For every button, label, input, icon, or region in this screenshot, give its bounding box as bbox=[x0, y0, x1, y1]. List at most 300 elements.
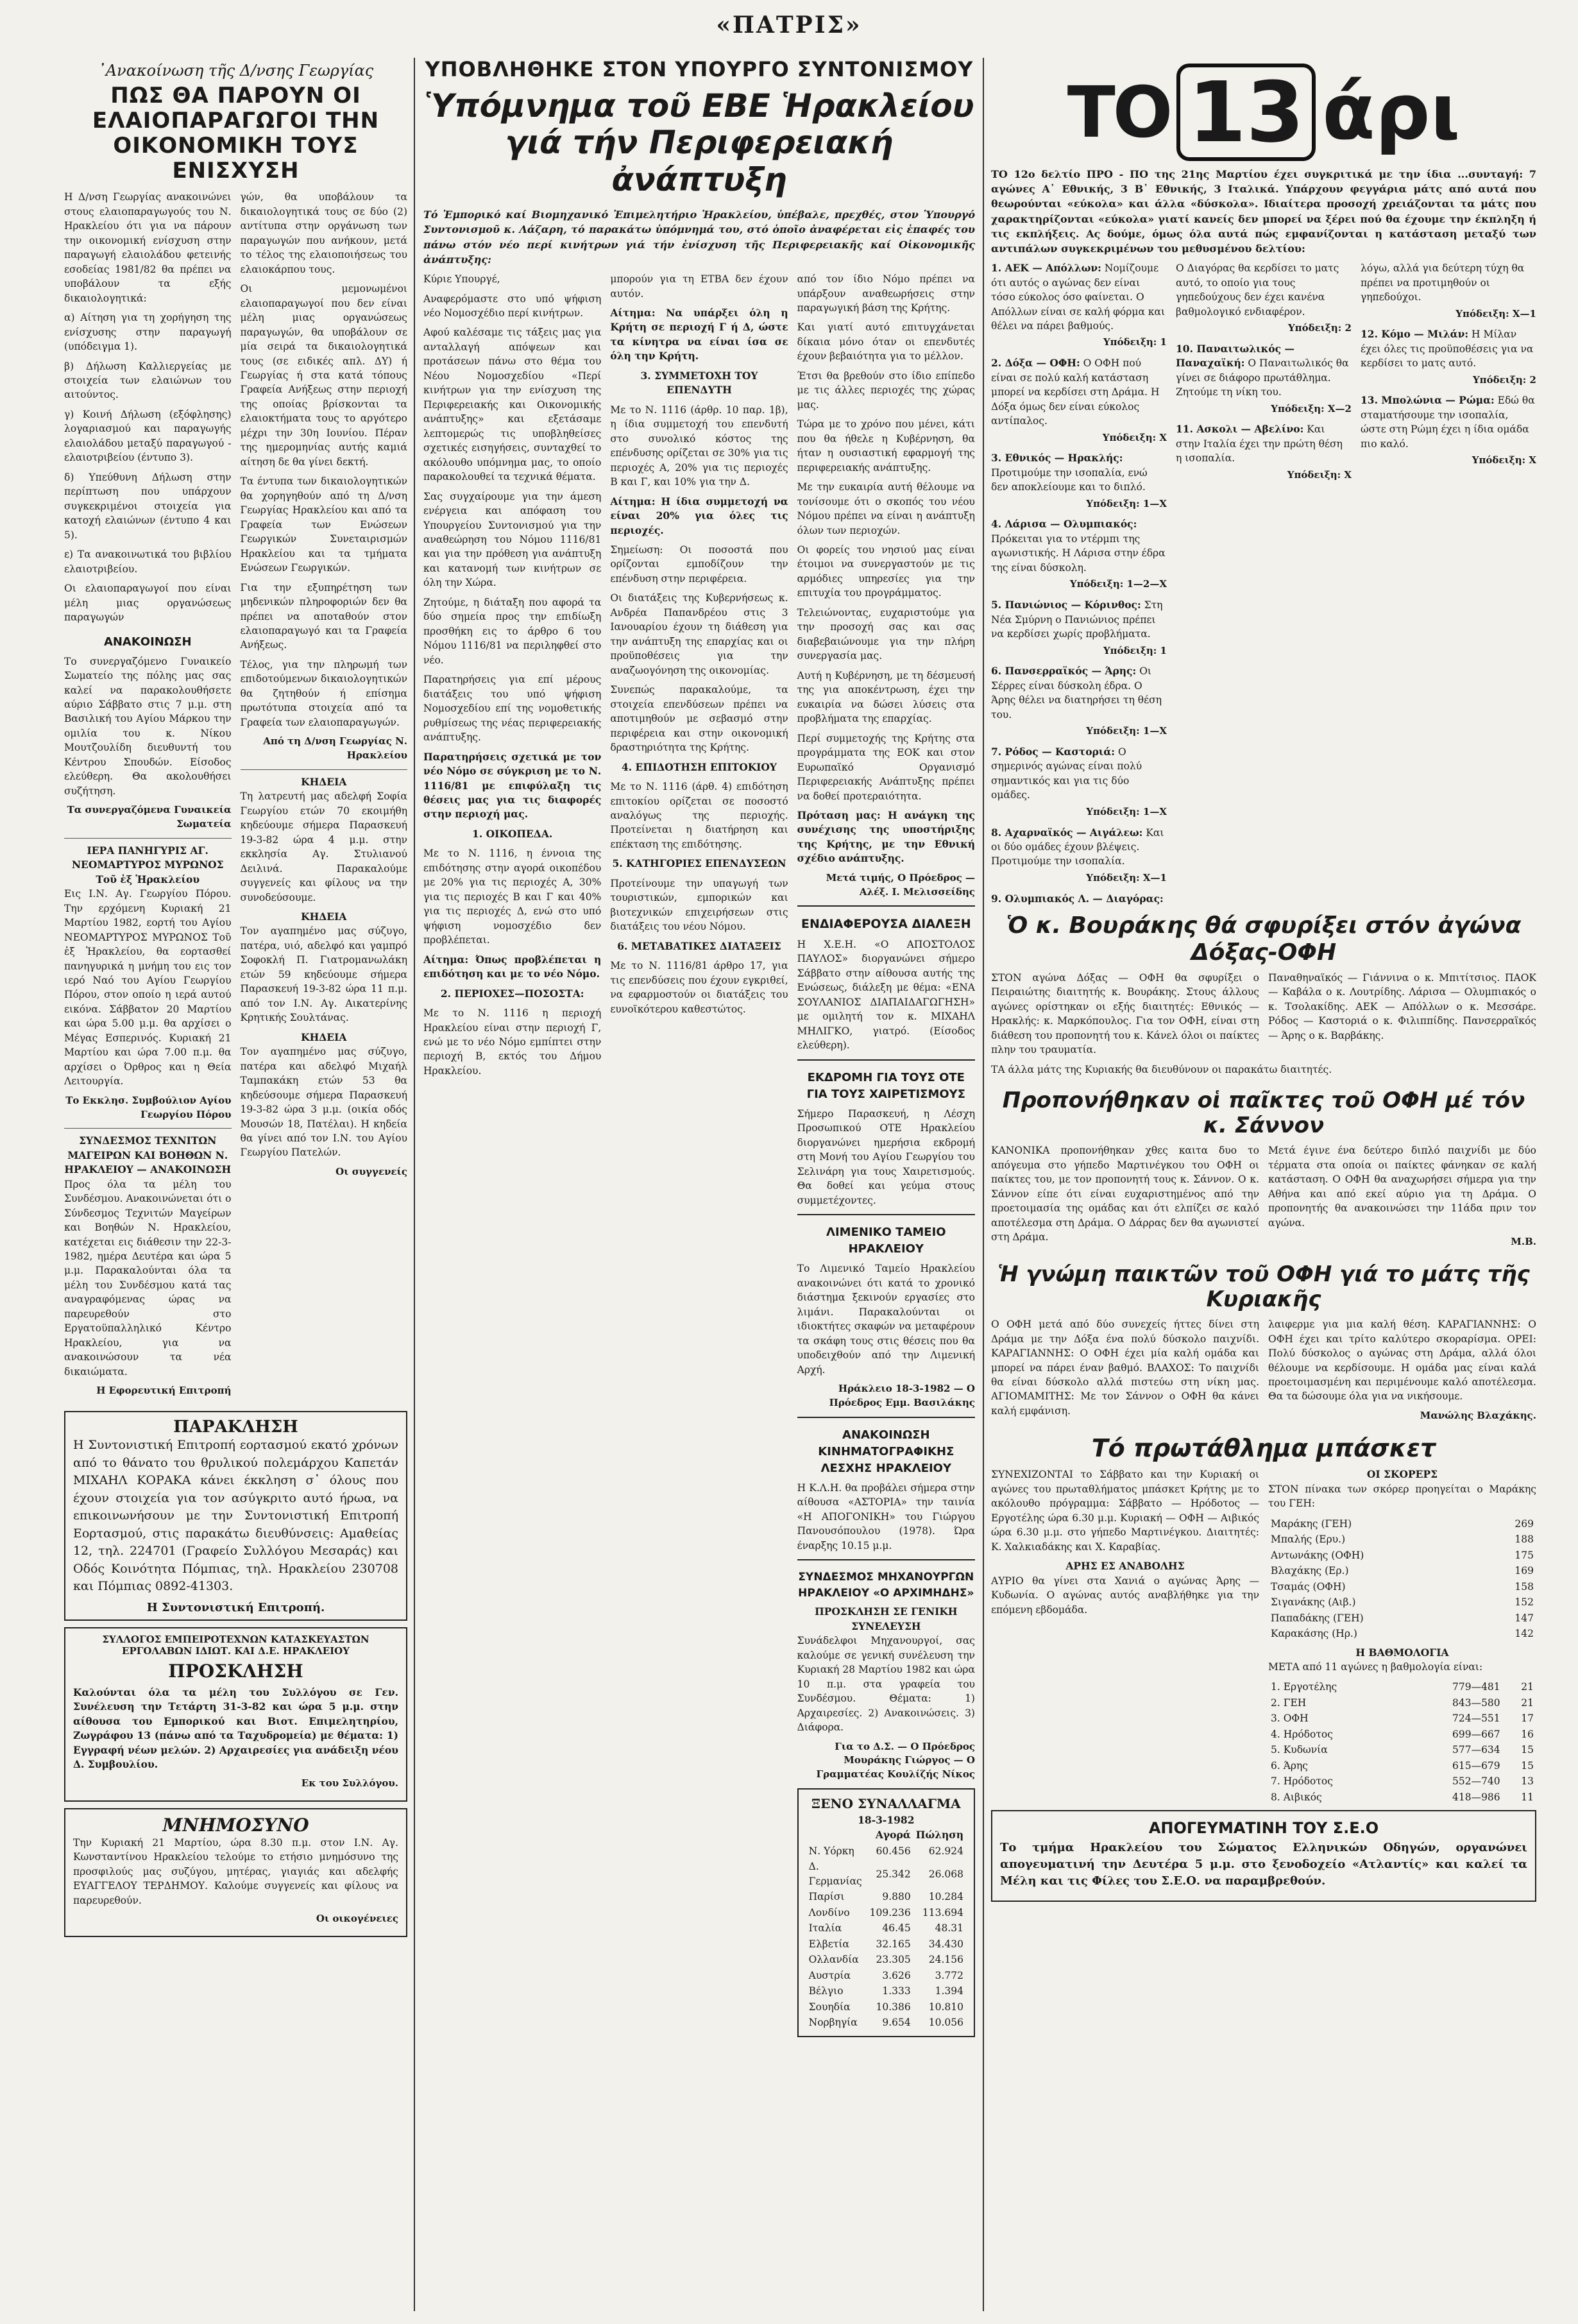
fx-row bbox=[806, 1905, 966, 1920]
column-divider bbox=[983, 58, 984, 2311]
announcement-signature: Τα συνεργαζόμενα Γυναικεία Σωματεία bbox=[67, 804, 232, 830]
fx-row bbox=[806, 1936, 966, 1952]
match-item bbox=[1176, 342, 1352, 416]
limeniko-body: Το Λιμενικό Ταμείο Ηρακλείου ανακοινώνει ότι κατά το χρονικό διάστημα ξεκινούν εργασίες στο λιμάνι. Παρακαλούνται οι ιδιοκτήτες σκαφών να μεταφέρουν τα σκάφη τους στις θέσεις που θα υποδειχθούν από την Λιμενική Αρχή. bbox=[797, 1263, 975, 1376]
paragraph: Σημείωση: Οι ποσοστά που ορίζονται εμποδίζουν την επένδυση στην περιφέρεια. bbox=[610, 544, 788, 585]
left-column bbox=[64, 58, 407, 2311]
paragraph: α) Αίτηση για τη χορήγηση της ενίσχυσης στην παραγωγή (υπόδειγμα 1). bbox=[64, 312, 232, 353]
paragraph: Μετά έγινε ένα δεύτερο διπλό παιχνίδι με δύο τέρματα στα οποία οι παίκτες φάνηκαν σε καλή κατάσταση. Ο ΟΦΗ θα αναχωρήσει σήμερα για την Αθήνα και από εκεί αύριο για τη Δράμα. Ο προπονητής θα ανακοινώσει την 11άδα πριν τον αγώνα. bbox=[1268, 1145, 1536, 1229]
basket-body bbox=[991, 1467, 1536, 1805]
basket-headline: Τό πρωτάθλημα μπάσκετ bbox=[1091, 1433, 1436, 1462]
scorers-table bbox=[1268, 1516, 1536, 1642]
paragraph: δ) Υπεύθυνη Δήλωση στην περίπτωση που υπάρχουν συγκεκριμένοι στοιχεία για κατοχή ελαιώνων (έντυπο 4 και 5). bbox=[64, 471, 232, 541]
match-tip: Υπόδειξη: Χ—1 bbox=[1455, 307, 1536, 320]
standings-row bbox=[1268, 1695, 1536, 1711]
scorer-points: 152 bbox=[1514, 1596, 1534, 1609]
scorer-name: Παπαδάκης (ΓΕΗ) bbox=[1271, 1612, 1364, 1624]
syndesmos-signature: Η Εφορευτική Επιτροπή bbox=[96, 1385, 232, 1397]
paragraph: Αίτημα: Όπως προβλέπεται η επιδότηση και με το νέο Νόμο. bbox=[423, 953, 602, 980]
announcement-body: Το συνεργαζόμενο Γυναικείο Σωματείο της πόλης μας σας καλεί να παρακολουθήσετε αύριο Σάββατο στις 7 μ.μ. στη Βασιλική του Αγίου Μάρκου την ομιλία του κ. Νίκου Μουτζουλίδη διευθυντή του Κέντρου Σπουδών. Είσοδος ελεύθερη. Θα ακολουθήσει συζήτηση. bbox=[64, 655, 232, 797]
article-lede: Τό Ἐμπορικό καί Βιομηχανικό Ἐπιμελητήριο Ἡρακλείου, ὑπέβαλε, πρεχθές, στον Ὑπουργό Συντονισμοῦ κ. Λάζαρη, τό παρακάτω ὑπόμνημά του, στό ὁποῖο ἀναφέρεται εἰς ἐπαφές του πάνω στόν νέο περί κινήτρων γιά τήν ἐνίσχυση τῆς Περιφερειακῆς καί Οἰκονομικῆς ἀνάπτυξης: bbox=[423, 209, 975, 266]
vourakis-headline: Ὁ κ. Βουράκης θά σφυρίξει στόν ἀγώνα Δόξας-ΟΦΗ bbox=[1006, 912, 1522, 966]
sannon-headline: Προπονήθηκαν οἱ παῖκτες τοῦ ΟΦΗ μέ τόν κ. Σάννον bbox=[1002, 1088, 1525, 1139]
points: 16 bbox=[1521, 1728, 1534, 1740]
paragraph: Οι ελαιοπαραγωγοί που είναι μέλη μιας οργανώσεως παραγωγών bbox=[64, 583, 232, 624]
points: 15 bbox=[1521, 1759, 1534, 1772]
paragraph: Αφού καλέσαμε τις τάξεις μας για ανταλλαγή απόψεων και προτάσεων πάνω στο θέμα του Νέου Νομοσχεδίου «Περί κινήτρων για την ενίσχυση της Περιφερειακής και Οικονομικής ανάπτυξης» και εξετάσαμε λεπτομερώς τις υποβληθείσες σχετικές εισηγήσεις, συνταχθεί το ακόλουθο υπόμνημα μας, το οποίο παρακολουθεί τα τεχνικά θέματα. bbox=[423, 327, 602, 483]
synd-title: ΣΥΝΔΕΣΜΟΣ ΜΗΧΑΝΟΥΡΓΩΝ ΗΡΑΚΛΕΙΟΥ «Ο ΑΡΧΙΜΗΔΗΣ» bbox=[798, 1571, 974, 1600]
paragraph: Έτσι θα βρεθούν στο ίδιο επίπεδο με τις άλλες περιοχές της χώρας μας. bbox=[797, 370, 975, 411]
scorer-points: 142 bbox=[1514, 1628, 1534, 1640]
fx-row bbox=[806, 2015, 966, 2030]
paragraph: Με το Ν. 1116 η περιοχή Ηρακλείου είναι στην περιοχή Γ, ενώ με το νέο Νόμο εμπίπτει στην περιοχή Β, εκτός του Δήμου Ηρακλείου. bbox=[423, 1007, 602, 1077]
fx-row bbox=[806, 1983, 966, 1999]
gnomi-headline: Ἡ γνώμη παικτῶν τοῦ ΟΦΗ γιά το μάτς τῆς Κυριακῆς bbox=[997, 1261, 1530, 1313]
scorer-row bbox=[1268, 1611, 1536, 1626]
logo-text-to: ΤΟ bbox=[1067, 71, 1171, 153]
team: 7. Ηρόδοτος bbox=[1271, 1775, 1333, 1788]
match-item bbox=[991, 451, 1167, 511]
fx-sell: 10.810 bbox=[928, 2001, 963, 2013]
panigyris-signature: Το Εκκλησ. Συμβούλιον Αγίου Γεωργίου Πόρου bbox=[65, 1094, 232, 1120]
match-tip: Υπόδειξη: 1—Χ bbox=[1086, 497, 1167, 509]
team: 2. ΓΕΗ bbox=[1271, 1696, 1307, 1709]
gnomi-signature: Μανώλης Βλαχάκης. bbox=[1420, 1409, 1536, 1421]
match-item bbox=[991, 664, 1167, 739]
fx-box bbox=[797, 1788, 975, 2037]
fx-sell: 34.430 bbox=[928, 1938, 963, 1950]
endiaf-body: Η Χ.Ε.Η. «Ο ΑΠΟΣΤΟΛΟΣ ΠΑΥΛΟΣ» διοργανώνει σήμερο Σάββατο στην αίθουσα αυτής της Ενώσεως, διάλεξη με θέμα: «ΕΝΑ ΣΟΥΛΑΝΙΟΣ ΔΙΑΠΑΙΔΑΓΩΓΗΣΗ» με ομιλητή τον κ. ΜΙΧΑΗΛ ΜΗΛΙΓΚΟ, γιατρό. (Είσοδος ελεύθερη). bbox=[797, 938, 975, 1052]
match-teams: 12. Κόμο — Μιλάν: bbox=[1361, 328, 1469, 341]
paragraph: ΤΑ άλλα μάτς της Κυριακής θα διευθύνουν οι παρακάτω διαιτητές. bbox=[991, 1063, 1332, 1075]
score-diff: 699—667 bbox=[1452, 1728, 1500, 1740]
paragraph: Με το Ν. 1116 (άρθρ. 10 παρ. 1β), η ίδια συμμετοχή του επενδυτή στο συνολικό κόστος της επένδυσης ορίζεται σε 30% για τις περιοχές Α, 20% για τις περιοχές Β και Γ, και 10% για την Δ. bbox=[610, 404, 788, 488]
prosklisi-box bbox=[64, 1627, 407, 1802]
paragraph: Με το Ν. 1116/81 άρθρο 17, για τις επενδύσεις που έχουν εγκριθεί, να εφαρμοστούν οι διατάξεις του ευνοϊκότερου καθεστώτος. bbox=[610, 960, 788, 1015]
match-comment: Ο ΟΦΗ πού είναι σε πολύ καλή κατάσταση μπορεί να κερδίσει στη Δράμα. Η Δόξα όμως δεν είναι εύκολος αντίπαλος. bbox=[991, 357, 1160, 427]
seo-body: Το τμήμα Ηρακλείου του Σώματος Ελληνικών Οδηγών, οργανώνει απογευματινή την Δευτέρα 5 μ.μ. στο ξενοδοχείο «Ατλαντίς» και καλεί τα Μέλη και τις Φίλες του Σ.Ε.Ο. να παραμβρεθούν. bbox=[1000, 1841, 1527, 1888]
paragraph: Οι φορείς του νησιού μας είναι έτοιμοι να συνεργαστούν με τις αρμόδιες υπηρεσίες για την επιτυχία του προγράμματος. bbox=[797, 544, 975, 599]
prosklisi-signature: Εκ του Συλλόγου. bbox=[301, 1777, 398, 1789]
match-tip: Υπόδειξη: Χ—1 bbox=[1086, 871, 1167, 884]
paraklisi-signature: Η Συντονιστική Επιτροπή. bbox=[146, 1600, 325, 1614]
standings-row bbox=[1268, 1727, 1536, 1742]
match-teams: 8. Αχαρναϊκός — Αιγάλεω: bbox=[991, 826, 1143, 839]
article-body bbox=[423, 272, 975, 2043]
section-heading: 5. ΚΑΤΗΓΟΡΙΕΣ ΕΠΕΝΔΥΣΕΩΝ bbox=[612, 857, 786, 870]
fx-currency: Ν. Υόρκη bbox=[808, 1845, 854, 1857]
fx-currency: Αυστρία bbox=[808, 1969, 851, 1981]
paragraph: Ο ΟΦΗ μετά από δύο συνεχείς ήττες δίνει στη Δράμα με την Δόξα ένα πολύ δύσκολο παιχνίδι. ΚΑΡΑΓΙΑΝΝΗΣ: Ο ΟΦΗ έχει μία καλή ομάδα και μπορεί να πάρει έναν βαθμό. ΒΛΑΧΟΣ: Το παιχνίδι θα είναι δύσκολο αλλά πιστεύω στη νίκη μας. ΑΓΙΟΜΑΜΙΤΗΣ: Με τον Σάννον ο ΟΦΗ θα κάνει καλή εμφάνιση. bbox=[991, 1319, 1259, 1417]
match-item bbox=[1176, 422, 1352, 482]
fx-currency: Ιταλία bbox=[808, 1922, 842, 1935]
kinim-body: Η Κ.Λ.Η. θα προβάλει σήμερα στην αίθουσα «ΑΣΤΟΡΙΑ» την ταινία «Η ΑΠΟΓΟΝΙΚΗ» του Γιώργου Πανουσόπουλου (1978). Ώρα έναρξης 10.15 μ.μ. bbox=[797, 1482, 975, 1551]
score-diff: 615—679 bbox=[1452, 1759, 1500, 1772]
match-teams: 3. Εθνικός — Ηρακλής: bbox=[991, 452, 1123, 465]
points: 21 bbox=[1521, 1696, 1534, 1709]
sannon-body bbox=[991, 1143, 1536, 1256]
fx-currency: Ολλανδία bbox=[808, 1954, 859, 1966]
obituary-body: Τον αγαπημένο μας σύζυγο, πατέρα και αδελφό Μιχαήλ Ταμπακάκη ετών 53 θα κηδεύσουμε σήμερα Παρασκευή 19-3-82 ώρα 3 μ.μ. (οικία οδός Μουσών 18, Πατέλαι). Η κηδεία θα γίνει από τον Ι.Ν. του Αγίου Γεωργίου Πατελών. bbox=[240, 1046, 407, 1159]
syndesmos-title: ΣΥΝΔΕΣΜΟΣ ΤΕΧΝΙΤΩΝ ΜΑΓΕΙΡΩΝ ΚΑΙ ΒΟΗΘΩΝ Ν. ΗΡΑΚΛΕΙΟΥ — ΑΝΑΚΟΙΝΩΣΗ bbox=[64, 1134, 232, 1176]
paragraph: Αυτή η Κυβέρνηση, με τη δέσμευσή της για αποκέντρωση, έχει την ευκαιρία να δώσει λύσεις στα προβλήματα της επαρχίας. bbox=[797, 669, 975, 725]
match-item bbox=[991, 598, 1167, 658]
paragraph: ΣΤΟΝ αγώνα Δόξας — ΟΦΗ θα σφυρίξει ο Πειραιώτης διαιτητής κ. Βουράκης. Στους άλλους αγώνες ορίστηκαν οι εξής διαιτητές: Εθνικός — Ηρακλής: κ. Μαρκόπουλος. Για τον ΟΦΗ, είναι στη διάθεση του προπονητή του κ. Κάνελ όλοι οι παίκτες πλην του τραυματία. bbox=[991, 971, 1259, 1056]
logo-text-ari: άρι bbox=[1322, 67, 1461, 157]
fx-buy: 32.165 bbox=[876, 1938, 911, 1950]
paragraph: ΚΑΝΟΝΙΚΑ προπονήθηκαν χθες καιτα δυο το απόγευμα στο γήπεδο Μαρτινέγκου του ΟΦΗ οι παίκτες του, με τον προπονητή τους κ. Σάννον. Ο κ. Σάννον είπε ότι είναι ευχαριστημένος από την προετοιμασία της ομάδας και ότι ελπίζει σε καλό αποτέλεσμα στη Δράμα. Ο Δάρρας δεν θα αγωνιστεί στη Δράμα. bbox=[991, 1145, 1259, 1243]
match-teams: 10. Παναιτωλικός — Παναχαϊκή: bbox=[1176, 342, 1294, 370]
points: 13 bbox=[1521, 1775, 1534, 1788]
team: 6. Άρης bbox=[1271, 1759, 1308, 1772]
fx-buy: 10.386 bbox=[876, 2001, 911, 2013]
paragraph: Οι μεμονωμένοι ελαιοπαραγωγοί που δεν είναι μέλη μιας οργανώσεως παραγωγών, θα υποβάλουν σε μία σειρά τα δικαιολογητικά τους (σε ειδικές απλ. ΔΥ) ή Γεωργίας ή στα κατά τόπους Γραφεία Ανήξεως στην περιοχή της οποίας βρίσκονται τα ελαιοκτήματα τους το αργότερο μέχρι την 30η Ιουνίου. Πέραν της ημερομηνίας αυτής καμιά αίτηση δε θα γίνει δεκτή. bbox=[240, 283, 407, 468]
match-teams: 13. Μπολώνια — Ρώμα: bbox=[1361, 394, 1495, 407]
match-tip: Υπόδειξη: Χ bbox=[1287, 468, 1352, 481]
match-comment: Ο Διαγόρας θα κερδίσει το ματς αυτό, το οποίο για τους γηπεδούχους δεν έχει κανένα βαθμολογικό ενδιαφέρον. bbox=[1176, 262, 1339, 318]
match-tip: Υπόδειξη: Χ bbox=[1472, 454, 1536, 466]
fx-sell: 10.284 bbox=[928, 1891, 963, 1903]
fx-currency: Νορβηγία bbox=[808, 2017, 858, 2029]
section-heading: 4. ΕΠΙΔΟΤΗΣΗ ΕΠΙΤΟΚΙΟΥ bbox=[621, 760, 777, 773]
fx-header-cell: Αγορά bbox=[875, 1829, 911, 1841]
kinim-title: ΑΝΑΚΟΙΝΩΣΗ ΚΙΝΗΜΑΤΟΓΡΑΦΙΚΗΣ ΛΕΣΧΗΣ ΗΡΑΚΛΕΙΟΥ bbox=[818, 1428, 954, 1475]
article-body bbox=[64, 190, 407, 1405]
announcement-title: ΑΝΑΚΟΙΝΩΣΗ bbox=[103, 635, 192, 649]
match-teams: 6. Πανσερραϊκός — Άρης: bbox=[991, 665, 1137, 678]
section-heading: 2. ΠΕΡΙΟΧΕΣ—ΠΟΣΟΣΤΑ: bbox=[440, 987, 584, 1000]
points: 15 bbox=[1521, 1744, 1534, 1756]
match-teams: 1. ΑΕΚ — Απόλλων: bbox=[991, 262, 1101, 275]
article-kicker: ᾽Ανακοίνωση τῆς Δ/νσης Γεωργίας bbox=[98, 62, 374, 80]
match-tip: Υπόδειξη: 1 bbox=[1103, 644, 1167, 656]
paragraph: Πρόταση μας: Η ανάγκη της συνέχισης της υποστήριξης της Κρήτης, με την Εθνική σχέδιο ανάπτυξης. bbox=[797, 808, 975, 865]
match-item bbox=[1176, 261, 1352, 336]
fx-buy: 1.333 bbox=[882, 1985, 911, 1997]
article-headline: ΠΩΣ ΘΑ ΠΑΡΟΥΝ ΟΙ ΕΛΑΙΟΠΑΡΑΓΩΓΟΙ ΤΗΝ ΟΙΚΟΝΟΜΙΚΗ ΤΟΥΣ ΕΝΙΣΧΥΣΗ bbox=[92, 83, 380, 184]
fx-sell: 48.31 bbox=[935, 1922, 963, 1935]
team: 5. Κυδωνία bbox=[1271, 1744, 1328, 1756]
standings-title: Η ΒΑΘΜΟΛΟΓΙΑ bbox=[1355, 1646, 1449, 1659]
middle-column bbox=[423, 58, 975, 2311]
match-comment: Εδώ θα σταματήσουμε την ισοπαλία, ώστε στη Ρώμη έχει η ίδια ομάδα πιο καλό. bbox=[1361, 395, 1535, 450]
fx-sell: 26.068 bbox=[928, 1868, 963, 1880]
match-comment: Και οι δύο ομάδες έχουν βλέψεις. Προτιμούμε την ισοπαλία. bbox=[991, 826, 1164, 867]
paragraph: Αίτημα: Να υπάρξει όλη η Κρήτη σε περιοχή Γ ή Δ, ώστε τα κίνητρα να είναι ίσα σε όλη την Κρήτη. bbox=[610, 306, 788, 363]
fx-buy: 9.654 bbox=[882, 2017, 911, 2029]
match-item bbox=[991, 745, 1167, 819]
scorer-row bbox=[1268, 1594, 1536, 1610]
fx-buy: 25.342 bbox=[876, 1868, 911, 1880]
paragraph: γών, θα υποβάλουν τα δικαιολογητικά τους σε δύο (2) αντίτυπα στην οργάνωση των παραγωγών που ανήκουν, μετά το τέλος της ελαιοποιήσεως του ελαιοκάρπου τους. bbox=[240, 191, 407, 275]
match-item bbox=[991, 892, 1167, 906]
fx-sell: 1.394 bbox=[935, 1985, 963, 1997]
paragraph: Παναθηναϊκός — Γιάννινα ο κ. Μπιτίτσιος. ΠΑΟΚ — Καβάλα ο κ. Λουτρίδης. Λάρισα — Ολυμπιακός ο κ. Τσολακίδης. ΑΕΚ — Απόλλων ο κ. Μεσσάρε. Ρόδος — Καστοριά ο κ. Φιλιππίδης. Πανσερραϊκός — Άρης ο κ. Βαρβάκης. bbox=[1268, 971, 1536, 1041]
article-headline: Ὑπόμνημα τοῦ ΕΒΕ Ἡρακλείου bbox=[424, 87, 974, 124]
match-comment: Ο σημερινός αγώνας είναι πολύ σημαντικός και για τις δύο ομάδες. bbox=[991, 746, 1142, 801]
vourakis-article bbox=[991, 912, 1536, 1082]
mnimosyno-body: Την Κυριακή 21 Μαρτίου, ώρα 8.30 π.μ. στον Ι.Ν. Αγ. Κωνσταντίνου Ηρακλείου τελούμε το ετήσιο μνημόσυνο της προσφιλούς μας συζύγου, μητέρας, γιαγιάς και αδελφής ΕΥΑΓΓΕΛΟΥ ΤΕΡΔΗΜΟΥ. Καλούμε συγγενείς και φίλους να παρευρεθούν. bbox=[73, 1836, 398, 1906]
paragraph: ε) Τα ανακοινωτικά του βιβλίου ελαιοτριβείου. bbox=[64, 549, 232, 575]
paragraph: Παρατηρήσεις για επί μέρους διατάξεις του υπό ψήφιση Νομοσχεδίου επί της νομοθετικής ρυθμίσεως της νέας περιφερειακής ανάπτυξης. bbox=[423, 674, 602, 744]
fx-row bbox=[806, 1999, 966, 2015]
fx-table bbox=[806, 1827, 966, 2030]
standings-row bbox=[1268, 1711, 1536, 1726]
newspaper-title: «ΠΑΤΡΙΣ» bbox=[716, 12, 862, 38]
paragraph: Τα έντυπα των δικαιολογητικών θα χορηγηθούν από τη Δ/νση Γεωργίας Ηρακλείου και από τα Γραφεία των Ενώσεων Γεωργικών Συνεταιρισμών Ηρακλείου και τα τμήματα Ενώσεων Γεωργικών. bbox=[240, 475, 407, 574]
fx-date: 18-3-1982 bbox=[858, 1813, 915, 1826]
standings-table bbox=[1268, 1679, 1536, 1805]
paragraph: β) Δήλωση Καλλιεργείας με στοιχεία των ελαιώνων του αιτούντος. bbox=[64, 360, 232, 401]
points: 17 bbox=[1521, 1713, 1534, 1725]
mnimosyno-box bbox=[64, 1808, 407, 1937]
match-comment: Προτιμούμε την ισοπαλία, ενώ δεν αποκλείουμε και το διπλό. bbox=[991, 466, 1148, 493]
fx-sell: 24.156 bbox=[928, 1954, 963, 1966]
fx-currency: Δ. Γερμανίας bbox=[808, 1861, 862, 1887]
fx-sell: 3.772 bbox=[935, 1969, 963, 1981]
paragraph: Τελειώνοντας, ευχαριστούμε για την προσοχή σας και σας διαβεβαιώνουμε για την πλήρη συνεργασία μας. bbox=[797, 606, 975, 662]
scorer-name: Μαράκης (ΓΕΗ) bbox=[1271, 1517, 1352, 1530]
match-comment: Νομίζουμε ότι αυτός ο αγώνας δεν είναι τόσο εύκολος όσο φαίνεται. Ο Απόλλων είναι σε καλή φόρμα και θέλει να πάρει βαθμούς. bbox=[991, 262, 1166, 332]
scorer-name: Βλαχάκης (Ερ.) bbox=[1271, 1565, 1349, 1577]
fx-row bbox=[806, 1889, 966, 1904]
panigyris-body: Εις Ι.Ν. Αγ. Γεωργίου Πόρου. Την ερχόμενη Κυριακή 21 Μαρτίου 1982, εορτή του Αγίου ΝΕΟΜΑΡΤΥΡΟΣ ΜΥΡΩΝΟΣ Τοῦ ἐξ Ἡρακλείου, θα εορτασθεί πανηγυρικά η μνήμη του εις τον ιερό Ναό του Αγίου Γεωργίου Πόρου, στον οποίο η ιερά αυτού εικόνα. Σάββατον 20 Μαρτίου και ώρα 5.00 μ.μ. θα αρχίσει ο Μέγας Εσπερινός. Κυριακή 21 Μαρτίου και ώρα 7.00 π.μ. θα αρχίσει ο Όρθρος και η Θεία Λειτουργία. bbox=[64, 888, 232, 1088]
scorer-points: 269 bbox=[1514, 1517, 1534, 1530]
match-tip: Υπόδειξη: 2 bbox=[1287, 322, 1352, 334]
standings-row bbox=[1268, 1773, 1536, 1789]
paragraph: Τέλος, για την πληρωμή των επιδοτούμενων δικαιολογητικών θα ζητηθούν ή επίσημα πρωτότυπα στοιχεία από τα Γραφεία των ελαιοπαραγωγών. bbox=[240, 658, 407, 728]
article-kicker: ΥΠΟΒΛΗΘΗΚΕ ΣΤΟΝ ΥΠΟΥΡΓΟ ΣΥΝΤΟΝΙΣΜΟΥ bbox=[425, 58, 974, 81]
endiaf-title: ΕΝΔΙΑΦΕΡΟΥΣΑ ΔΙΑΛΕΞΗ bbox=[801, 917, 971, 932]
fx-sell: 113.694 bbox=[922, 1906, 963, 1918]
score-diff: 779—481 bbox=[1452, 1681, 1500, 1693]
logo-number-13: 13 bbox=[1176, 64, 1316, 161]
paragraph: Παρατηρήσεις σχετικά με τον νέο Νόμο σε σύγκριση με το Ν. 1116/81 με επιφύλαξη τις θέσεις μας για τις διαφορές στην περιοχή μας. bbox=[423, 750, 602, 821]
prosklisi-body: Καλούνται όλα τα μέλη του Συλλόγου σε Γεν. Συνέλευση την Τετάρτη 31-3-82 και ώρα 5 μ.μ. στην αίθουσα του Εμπορικού και Βιοτ. Επιμελητηρίου, Ζωγράφου 13 (πάνω από τα Ταχυδρομεία) με θέματα: 1) Εγγραφή νέων μελών. 2) Αρχαιρεσίες για ανάδειξη νέου Δ. Συμβουλίου. bbox=[73, 1686, 398, 1771]
fx-sell: 10.056 bbox=[928, 2017, 963, 2029]
scorer-row bbox=[1268, 1626, 1536, 1641]
limeniko-title: ΛΙΜΕΝΙΚΟ ΤΑΜΕΙΟ ΗΡΑΚΛΕΙΟΥ bbox=[826, 1226, 946, 1256]
scorer-name: Αντωνάκης (ΟΦΗ) bbox=[1271, 1549, 1364, 1561]
match-tip: Υπόδειξη: Χ bbox=[1102, 431, 1167, 443]
paragraph: Προτείνουμε την υπαγωγή των τουριστικών, εμπορικών και βιοτεχνικών επιχειρήσεων στις διατάξεις του νέου Νόμου. bbox=[610, 877, 788, 933]
fx-buy: 9.880 bbox=[882, 1891, 911, 1903]
paragraph: ΣΥΝΕΧΙΖΟΝΤΑΙ το Σάββατο και την Κυριακή οι αγώνες του πρωταθλήματος μπάσκετ Κρήτης με το ακόλουθο πρόγραμμα: Σάββατο — Ηρόδοτος — Εργοτέλης ώρα 6.30 μ.μ. Κυριακή — ΟΦΗ — Αιβικός ώρα 6.30 μ.μ. στο γήπεδο Μαρτινέγκου. Διαιτητές: Κ. Χαλκιαδάκης και Χ. Καραβίας. bbox=[991, 1469, 1259, 1553]
match-teams: 9. Ολυμπιακός Λ. — Διαγόρας: bbox=[991, 892, 1164, 905]
scorer-points: 169 bbox=[1514, 1565, 1534, 1577]
fx-row bbox=[806, 1843, 966, 1859]
seo-box bbox=[991, 1810, 1536, 1901]
fx-buy: 23.305 bbox=[876, 1954, 911, 1966]
paraklisi-body: Η Συντονιστική Επιτροπή εορτασμού εκατό χρόνων από το θάνατο του θρυλικού πολεμάρχου Καπετάν ΜΙΧΑΗΛ ΚΟΡΑΚΑ κάνει έκκληση σ᾽ όλους που έχουν στοιχεία για τον ασύγκριτο αυτό ήρωα, να επικοινωνήσουν με την Συντονιστική Επιτροπή Εορτασμού, στις παρακάτω διευθύνσεις: Αμαθείας 12, τηλ. 224701 (Γραφείο Συλλόγου Μεσαράς) και Οδός Κοινότητα Πόμπιας, τηλ. Ηρακλείου 230708 και Πόμπιας 0892-41303. bbox=[73, 1437, 398, 1594]
fx-title: ΞΕΝΟ ΣΥΝΑΛΛΑΓΜΑ bbox=[811, 1795, 961, 1811]
ekdromi-body: Σήμερο Παρασκευή, η Λέσχη Προσωπικού ΟΤΕ Ηρακλείου διοργανώνει ημερήσια εκδρομή στη Μονή του Αγίου Γεωργίου του Σελινάρη για τους Χαιρετισμούς. Θα δοθεί και γεύμα στους συμμετέχοντες. bbox=[797, 1107, 975, 1206]
synd-body: Συνάδελφοι Μηχανουργοί, σας καλούμε σε γενική συνέλευση την Κυριακή 28 Μαρτίου 1982 και ώρα 10 π.μ. στα γραφεία του Συνδέσμου. Θέματα: 1) Αρχαιρεσίες. 2) Ανακοινώσεις. 3) Διάφορα. bbox=[797, 1635, 975, 1734]
match-tip: Υπόδειξη: Χ—2 bbox=[1271, 402, 1352, 414]
paragraph: μπορούν για τη ΕΤΒΑ δεν έχουν αυτόν. bbox=[610, 273, 788, 300]
scorer-name: Καρακάσης (Ηρ.) bbox=[1271, 1628, 1357, 1640]
team: 3. ΟΦΗ bbox=[1271, 1713, 1309, 1725]
match-comment: Ο Παναιτωλικός θα γίνει σε διάφορο πρωτάθλημα. Ζητούμε τη νίκη του. bbox=[1176, 357, 1349, 398]
fx-currency: Βέλγιο bbox=[808, 1985, 844, 1997]
paragraph: Με την ευκαιρία αυτή θέλουμε να τονίσουμε ότι ο σκοπός του νέου Νόμου πρέπει να είναι η ανάπτυξη όλων των περιοχών. bbox=[797, 481, 975, 536]
scorer-name: Τσαμάς (ΟΦΗ) bbox=[1271, 1580, 1346, 1593]
scorers-intro: ΣΤΟΝ πίνακα των σκόρερ προηγείται ο Μαράκης του ΓΕΗ: bbox=[1268, 1483, 1536, 1510]
panigyris-title: ΙΕΡΑ ΠΑΝΗΓΥΡΙΣ ΑΓ. ΝΕΟΜΑΡΤΥΡΟΣ ΜΥΡΩΝΟΣ Τοῦ ἐξ Ἡρακλείου bbox=[71, 844, 224, 885]
scorer-row bbox=[1268, 1532, 1536, 1547]
match-comment: Πρόκειται για το ντέρμπι της αγωνιστικής. Η Λάρισα στην έδρα της είναι δύσκολη. bbox=[991, 533, 1166, 574]
points: 21 bbox=[1521, 1681, 1534, 1693]
obituary-title: ΚΗΔΕΙΑ bbox=[301, 910, 347, 923]
fx-currency: Λονδίνο bbox=[808, 1906, 850, 1918]
paragraph: γ) Κοινή Δήλωση (εξόφλησης) λογαριασμού και παραγωγής ελαιολάδου μεταξύ παραγωγού - ελαιοτριβείου (έντυπο 3). bbox=[64, 408, 232, 464]
synd-subtitle: ΠΡΟΣΚΛΗΣΗ ΣΕ ΓΕΝΙΚΗ ΣΥΝΕΛΕΥΣΗ bbox=[815, 1605, 958, 1632]
points: 11 bbox=[1521, 1791, 1534, 1803]
paragraph: Η Δ/νση Γεωργίας ανακοινώνει στους ελαιοπαραγωγούς του Ν. Ηρακλείου ότι για να πάρουν την οικονομική ενίσχυση στην παραγωγή ελαιολάδου φετεινής εσοδείας 1981/82 θα πρέπει να υποβάλουν τα εξής δικαιολογητικά: bbox=[64, 191, 232, 304]
paragraph: Με το Ν. 1116, η έννοια της επιδότησης στην αγορά οικοπέδου με 20% για τις περιοχές Α, 30% για τις περιοχές Β και Γ και 40% για τις περιοχές Δ, ενώ στο υπό ψήφιση νομοσχέδιο δεν προβλέπεται. bbox=[423, 848, 602, 946]
match-tip: Υπόδειξη: 1—2—Χ bbox=[1069, 578, 1167, 590]
fx-buy: 60.456 bbox=[876, 1845, 911, 1857]
match-item bbox=[1361, 261, 1536, 321]
fx-currency: Ελβετία bbox=[808, 1938, 849, 1950]
match-item bbox=[991, 261, 1167, 350]
match-comment: Και στην Ιταλία έχει την πρώτη θέση η ισοπαλία. bbox=[1176, 423, 1343, 465]
aris-subheading: ΑΡΗΣ ΕΣ ΑΝΑΒΟΛΗΣ bbox=[1065, 1560, 1185, 1573]
match-teams: 7. Ρόδος — Καστοριά: bbox=[991, 745, 1116, 758]
paragraph: Σας συγχαίρουμε για την άμεση ενέργεια και απόφαση του Υπουργείου Συντονισμού για την αναθεώρηση του Νόμου 1116/81 και για την πρόθεση για ανάπτυξη και κατανομή των κινήτρων σε όλη την Χώρα. bbox=[423, 490, 602, 589]
obituary-body: Τον αγαπημένο μας σύζυγο, πατέρα, υιό, αδελφό και γαμπρό Σοφοκλή Π. Γιατρομανωλάκη ετών 59 κηδεύουμε σήμερα Παρασκευή 19-3-82 ώρα 11 π.μ. από τον Ι.Ν. Αγ. Αικατερίνης Κρητικής Σουλτάνας. bbox=[240, 925, 407, 1024]
score-diff: 577—634 bbox=[1452, 1744, 1500, 1756]
score-diff: 843—580 bbox=[1452, 1696, 1500, 1709]
scorer-row bbox=[1268, 1563, 1536, 1578]
right-column bbox=[991, 58, 1536, 2311]
fx-currency: Σουηδία bbox=[808, 2001, 851, 2013]
paragraph: Ζητούμε, η διάταξη που αφορά τα δύο σημεία προς την επιδίωξη προσθήκη εις το άρθρο 6 του Νόμου 1116/81 να περιληφθεί στο νέο. bbox=[423, 596, 602, 666]
gnomi-body bbox=[991, 1317, 1536, 1430]
fx-header-row bbox=[806, 1827, 966, 1843]
fx-row bbox=[806, 1952, 966, 1967]
obituary-title: ΚΗΔΕΙΑ bbox=[301, 775, 347, 788]
scorer-row bbox=[1268, 1548, 1536, 1563]
paragraph: Για την εξυπηρέτηση των μηδενικών πληροφοριών δεν θα πρέπει να αποταθούν στον ελαιοπαραγωγό και τα Γραφεία Ανήξεως. bbox=[240, 581, 407, 651]
paragraph: Αίτημα: Η ίδια συμμετοχή να είναι 20% για όλες τις περιοχές. bbox=[610, 495, 788, 536]
match-item bbox=[1361, 327, 1536, 387]
paragraph: Συνεπώς παρακαλούμε, τα στοιχεία επενδύσεων πρέπει να αποτιμηθούν με σεβασμό στην περιφέρεια και στην οικονομική δραστηριότητα της Κρήτης. bbox=[610, 684, 788, 754]
syndesmos-body: Προς όλα τα μέλη του Συνδέσμου. Ανακοινώνεται ότι ο Σύνδεσμος Τεχνιτών Μαγείρων και Βοηθών Ν. Ηρακλείου, κατέχεται εις διάθεσιν την 22-3-1982, ημέρα Δευτέρα και ώρα 5 μ.μ. Παρακαλούνται όλα τα μέλη του Συνδέσμου κατά τας αναγραφόμενας ώρας να παρευρεθούν στο Εργατοϋπαλληλικό Κέντρο Ηρακλείου, για να ανακοινώσουν τα νέα δικαιώματα. bbox=[64, 1178, 232, 1378]
paragraph: Κύριε Υπουργέ, bbox=[423, 273, 500, 286]
prosklisi-organization: ΣΥΛΛΟΓΟΣ ΕΜΠΕΙΡΟΤΕΧΝΩΝ ΚΑΤΑΣΚΕΥΑΣΤΩΝ ΕΡΓΟΛΑΒΩΝ ΙΔΙΩΤ. ΚΑΙ Δ.Ε. ΗΡΑΚΛΕΙΟΥ bbox=[102, 1633, 369, 1657]
scorer-name: Σιγανάκης (Αιβ.) bbox=[1271, 1596, 1356, 1609]
masthead bbox=[0, 0, 1578, 51]
paraklisi-box bbox=[64, 1411, 407, 1621]
obituary-title: ΚΗΔΕΙΑ bbox=[301, 1030, 347, 1043]
team: 1. Εργοτέλης bbox=[1271, 1681, 1337, 1693]
fx-row bbox=[806, 1859, 966, 1889]
synd-signature: Για το Δ.Σ. — Ο Πρόεδρος Μουράκης Γιώργος — Ο Γραμματέας Κουλίζής Νίκος bbox=[816, 1740, 975, 1781]
paragraph: Τώρα με το χρόνο που μένει, κάτι που θα ήθελε η Κυβέρνηση, θα ήταν η ουσιαστική εφαρμογή της περιφερειακής ανάπτυξης. bbox=[797, 418, 975, 474]
article-signature: Μετά τιμής, Ο Πρόεδρος — Αλέξ. Ι. Μελισσείδης bbox=[826, 871, 975, 898]
scorer-points: 158 bbox=[1514, 1580, 1534, 1593]
to-13ari-logo bbox=[991, 58, 1536, 167]
obituary-body: Τη λατρευτή μας αδελφή Σοφία Γεωργίου ετών 70 εκοιμήθη κηδεύουμε σήμερα Παρασκευή 19-3-82 ώρα 4 μ.μ. στην εκκλησία Αγ. Στυλιανού Δειλινά. Παρακαλούμε συγγενείς και φίλους να την συνοδεύσουμε. bbox=[240, 790, 407, 903]
fx-row bbox=[806, 1968, 966, 1983]
paragraph: από τον ίδιο Νόμο πρέπει να υπάρξουν αναθεωρήσεις στην παραγωγική βάση της Κρήτης. bbox=[797, 273, 975, 314]
mnimosyno-title: ΜΝΗΜΟΣΥΝΟ bbox=[162, 1814, 309, 1836]
section-heading: 1. ΟΙΚΟΠΕΔΑ. bbox=[472, 827, 553, 840]
match-comment: λόγω, αλλά για δεύτερη τύχη θα πρέπει να προτιμηθούν οι γηπεδούχοι. bbox=[1361, 262, 1525, 303]
fx-header-cell bbox=[806, 1827, 867, 1843]
match-item bbox=[991, 356, 1167, 445]
score-diff: 552—740 bbox=[1452, 1775, 1500, 1788]
obituary-signature: Οι συγγενείς bbox=[335, 1165, 407, 1177]
section-heading: 6. ΜΕΤΑΒΑΤΙΚΕΣ ΔΙΑΤΑΞΕΙΣ bbox=[617, 939, 781, 952]
match-teams: 5. Πανιώνιος — Κόρινθος: bbox=[991, 599, 1141, 611]
paragraph: Οι διατάξεις της Κυβερνήσεως κ. Ανδρέα Παπανδρέου στις 3 Ιανουαρίου έχουν τη διάθεση για την ανάπτυξη της επαρχίας και οι προϋποθέσεις για την αναζωογόνηση της οικονομίας. bbox=[610, 592, 788, 676]
team: 8. Αιβικός bbox=[1271, 1791, 1322, 1803]
to13-intro: ΤΟ 12ο δελτίο ΠΡΟ - ΠΟ της 21ης Μαρτίου έχει συγκριτικά με την ίδια ...συνταγή: 7 αγώνες Α᾽ Εθνικής, 3 Β᾽ Εθνικής, 3 Ιταλικά. Υπάρχουν φεγγάρια μάτς από αυτά που θεωρούνται «εύκολα» και άλλα «δύσκολα». Ιδιαίτερα προσοχή χρειάζονται τα μάτς που χαρακτηρίζονται «εύκολα» γιατί κανείς δεν μπορεί να ξέρει πού θα έχουμε την έκπληξη ή τις εκπλήξεις. Ας δούμε, όμως όλα αυτά πώς εμφανίζονται η κατάσταση μεταξύ των αντιπάλων συγκεκριμένων του μεθυσμένου δελτίου: bbox=[991, 168, 1536, 255]
paragraph: Και γιατί αυτό επιτυγχάνεται δίκαια μόνο όταν οι επενδυτές έχουν βεβαιότητα για το μέλλον. bbox=[797, 321, 975, 363]
standings-row bbox=[1268, 1758, 1536, 1773]
section-heading: 3. ΣΥΜΜΕΤΟΧΗ ΤΟΥ ΕΠΕΝΔΥΤΗ bbox=[640, 369, 758, 397]
limeniko-signature: Ηράκλειο 18-3-1982 — Ο Πρόεδρος Εμμ. Βασιλάκης bbox=[829, 1383, 975, 1408]
scorer-name: Μπαλής (Ερυ.) bbox=[1271, 1534, 1346, 1546]
fx-buy: 3.626 bbox=[882, 1969, 911, 1981]
score-diff: 724—551 bbox=[1452, 1713, 1500, 1725]
team: 4. Ηρόδοτος bbox=[1271, 1728, 1333, 1740]
paragraph: λαιφερμε για μια καλή θέση. ΚΑΡΑΓΙΑΝΝΗΣ: Ο ΟΦΗ έχει και τρίτο καλύτερο σκοραρίσμα. ΟΡΕΙ: Πολύ δύσκολος ο αγώνας στη Δράμα, αλλά όλοι θέλουμε να κερδίσουμε. Η ομάδα μας είναι καλά προετοιμασμένη και περιμένουμε καλό αποτέλεσμα. Θα τα δώσουμε όλα για να νικήσουμε. bbox=[1268, 1319, 1536, 1403]
ekdromi-title: ΕΚΔΡΟΜΗ ΓΙΑ ΤΟΥΣ ΟΤΕ ΓΙΑ ΤΟΥΣ ΧΑΙΡΕΤΙΣΜΟΥΣ bbox=[806, 1070, 965, 1101]
paragraph: Περί συμμετοχής της Κρήτης στα προγράμματα της ΕΟΚ και στον Ευρωπαϊκό Οργανισμό Περιφερειακής Ανάπτυξης πρέπει να δοθεί προτεραιότητα. bbox=[797, 732, 975, 802]
column-divider bbox=[414, 58, 415, 2311]
scorer-row bbox=[1268, 1579, 1536, 1594]
fx-currency: Παρίσι bbox=[808, 1891, 845, 1903]
scorer-points: 175 bbox=[1514, 1549, 1534, 1561]
scorers-title: ΟΙ ΣΚΟΡΕΡΣ bbox=[1366, 1468, 1438, 1481]
standings-intro: ΜΕΤΑ από 11 αγώνες η βαθμολογία είναι: bbox=[1268, 1661, 1483, 1673]
match-teams: 2. Δόξα — ΟΦΗ: bbox=[991, 357, 1080, 370]
fx-header-cell: Πώληση bbox=[915, 1829, 963, 1841]
match-tip: Υπόδειξη: 1 bbox=[1103, 336, 1167, 348]
match-tip: Υπόδειξη: 2 bbox=[1472, 373, 1536, 386]
mnimosyno-signature: Οι οικογένειες bbox=[316, 1913, 398, 1925]
match-item bbox=[991, 826, 1167, 885]
article-signature: Από τη Δ/νση Γεωργίας Ν. Ηρακλείου bbox=[263, 735, 407, 761]
scorer-points: 188 bbox=[1514, 1534, 1534, 1546]
fx-sell: 62.924 bbox=[928, 1845, 963, 1857]
match-item bbox=[991, 517, 1167, 592]
paragraph: Αναφερόμαστε στο υπό ψήφιση νέο Νομοσχέδιο περί κινήτρων. bbox=[423, 293, 602, 319]
paragraph: Με το Ν. 1116 (άρθ. 4) επιδότηση επιτοκίου ορίζεται σε ποσοστό αναλόγως της περιοχής. Προτείνεται η διατήρηση και επέκταση της επιδότησης. bbox=[610, 781, 788, 850]
standings-row bbox=[1268, 1679, 1536, 1695]
scorer-points: 147 bbox=[1514, 1612, 1534, 1624]
paragraph: ΑΥΡΙΟ θα γίνει στα Χανιά ο αγώνας Άρης — Κυδωνία. Ο αγώνας αυτός αναβλήθηκε για την επόμενη εβδομάδα. bbox=[991, 1575, 1259, 1616]
fx-row bbox=[806, 1920, 966, 1936]
to13-predictions bbox=[991, 261, 1536, 906]
match-tip: Υπόδειξη: 1—Χ bbox=[1086, 725, 1167, 737]
paraklisi-title: ΠΑΡΑΚΛΗΣΗ bbox=[173, 1417, 298, 1437]
article-headline: γιά τήν Περιφερειακή ἀνάπτυξη bbox=[505, 124, 894, 198]
score-diff: 418—986 bbox=[1452, 1791, 1500, 1803]
standings-row bbox=[1268, 1790, 1536, 1805]
prosklisi-title: ΠΡΟΣΚΛΗΣΗ bbox=[168, 1660, 303, 1682]
fx-buy: 46.45 bbox=[882, 1922, 911, 1935]
standings-row bbox=[1268, 1742, 1536, 1757]
sannon-signature: Μ.Β. bbox=[1511, 1236, 1536, 1248]
match-tip: Υπόδειξη: 1—Χ bbox=[1086, 805, 1167, 817]
match-comment: Στη Νέα Σμύρνη ο Πανιώνιος πρέπει να κερδίσει χωρίς προβλήματα. bbox=[991, 599, 1163, 640]
match-comment: Οι Σέρρες είναι δύσκολη έδρα. Ο Άρης θέλει να διατηρήσει τη θέση του. bbox=[991, 665, 1162, 721]
match-teams: 4. Λάρισα — Ολυμπιακός: bbox=[991, 518, 1137, 531]
